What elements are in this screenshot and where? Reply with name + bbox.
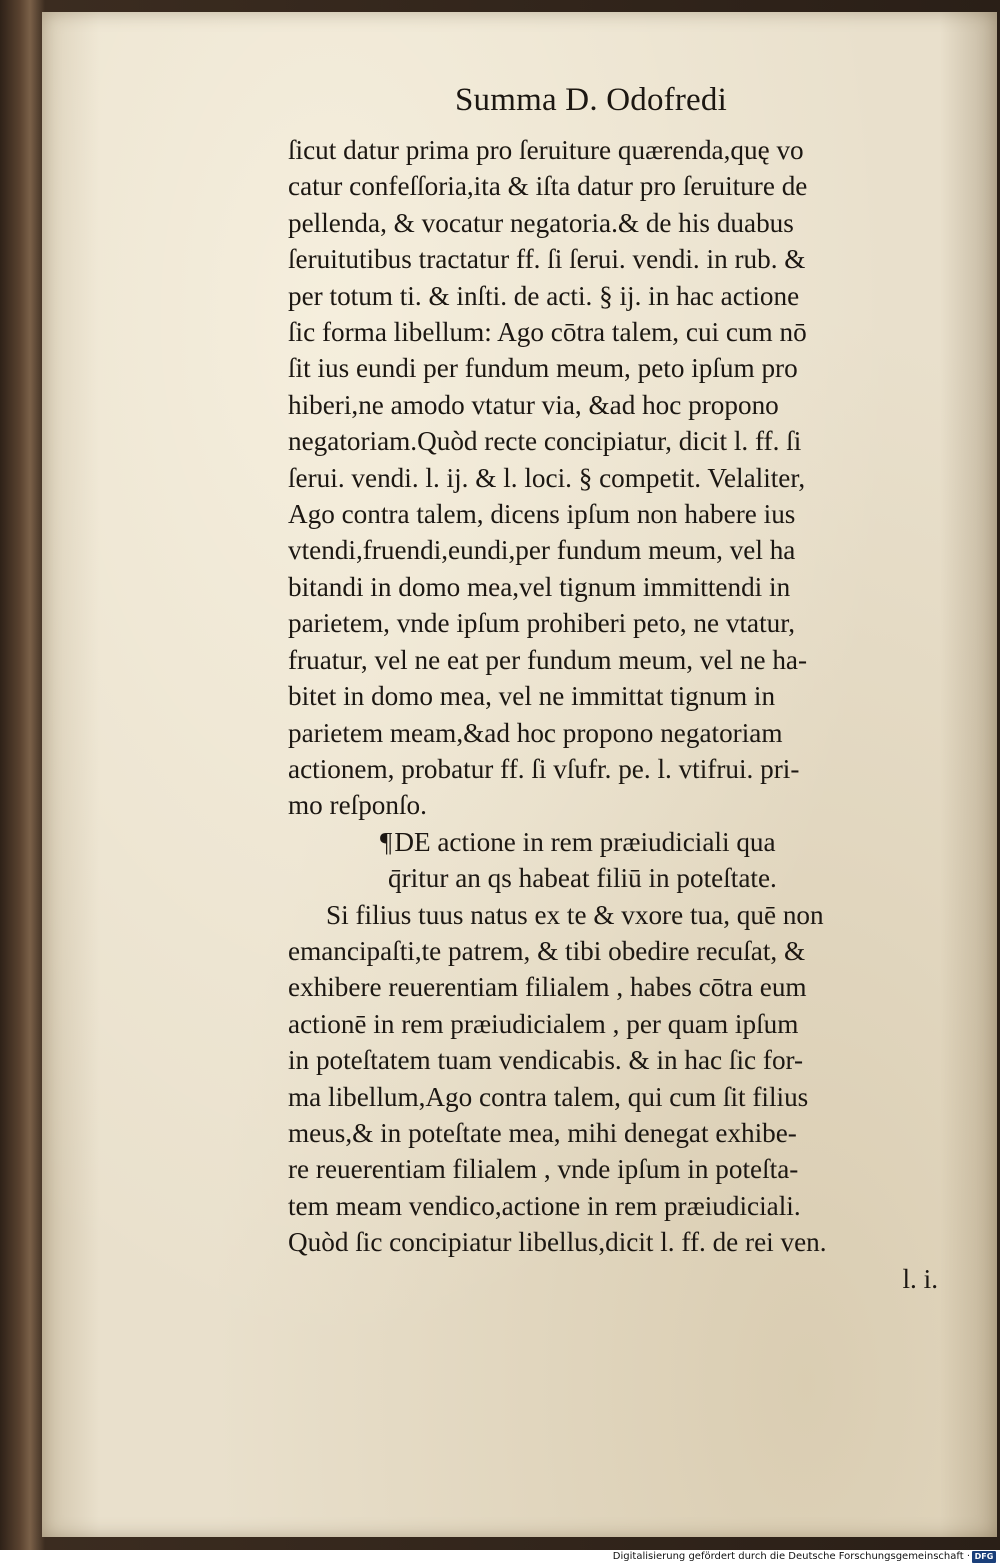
footer-credit: Digitalisierung gefördert durch die Deutsche Forschungsgemeinschaft · [612, 1551, 970, 1562]
text-line: tem meam vendico,actione in rem præiudiciali. [288, 1190, 801, 1221]
text-line: hiberi,ne amodo vtatur via, &ad hoc propono [288, 389, 779, 420]
text-line: Quòd ſic concipiatur libellus,dicit l. ff. de rei ven. [288, 1227, 827, 1258]
text-line: negatoriam.Quòd recte concipiatur, dicit l. ff. ſi [288, 426, 802, 457]
text-line: ſerui. vendi. l. ij. & l. loci. § competit. Velaliter, [288, 462, 806, 493]
text-line: re reuerentiam filialem , vnde ipſum in poteſta- [288, 1154, 799, 1185]
running-head: Summa D. Odofredi [455, 82, 727, 118]
text-line: parietem meam,&ad hoc propono negatoriam [288, 717, 783, 748]
text-line: ſicut datur prima pro ſeruiture quærenda,quę vo [288, 135, 804, 165]
text-line: ſeruitutibus tractatur ff. ſi ſerui. vendi. in rub. & [288, 244, 806, 275]
text-line: bitet in domo mea, vel ne immittat tignum in [288, 681, 776, 712]
text-line: exhibere reuerentiam filialem , habes cōtra eum [288, 972, 807, 1003]
dfg-logo: DFG [972, 1551, 996, 1563]
text-line: pellenda, & vocatur negatoria.& de his duabus [288, 207, 794, 238]
digitization-footer [0, 1550, 1000, 1564]
text-line: fruatur, vel ne eat per fundum meum, vel ne ha- [288, 644, 808, 675]
text-line: mo reſponſo. [288, 790, 427, 821]
text-line: vtendi,fruendi,eundi,per fundum meum, vel ha [288, 535, 796, 566]
text-line: Si filius tuus natus ex te & vxore tua, quē non [326, 899, 824, 930]
text-line: ma libellum,Ago contra talem, qui cum ſit filius [288, 1081, 809, 1112]
text-line: actionē in rem præiudicialem , per quam ipſum [288, 1008, 799, 1039]
text-line: ſit ius eundi per fundum meum, peto ipſum pro [288, 353, 798, 384]
section-heading-line-2: q̄ritur an qs habeat filiū in poteſtate. [388, 863, 777, 894]
text-line: bitandi in domo mea,vel tignum immittendi in [288, 571, 791, 602]
pilcrow-icon: ¶ [380, 826, 393, 857]
text-line: emancipaſti,te patrem, & tibi obedire recuſat, & [288, 935, 806, 966]
section-heading-line-1 [288, 824, 938, 860]
text-line: ſic forma libellum: Ago cōtra talem, cui cum nō [288, 317, 807, 348]
text-line: catur confeſſoria,ita & iſta datur pro ſeruiture de [288, 171, 808, 202]
text-line: parietem, vnde ipſum prohiberi peto, ne vtatur, [288, 608, 796, 639]
text-line: meus,& in poteſtate mea, mihi denegat exhibe- [288, 1117, 797, 1148]
text-line: in poteſtatem tuam vendicabis. & in hac ſic for- [288, 1045, 804, 1076]
text-line: per totum ti. & inſti. de acti. § ij. in hac actione [288, 280, 800, 311]
paragraph-praeiudicialis [288, 897, 938, 1261]
section-heading-text: DE actione in rem præiudiciali qua [394, 826, 776, 857]
text-block [288, 132, 938, 1297]
text-line: actionem, probatur ff. ſi vſufr. pe. l. vtifrui. pri- [288, 753, 800, 784]
catchword: l. i. [902, 1263, 938, 1294]
text-line: Ago contra talem, dicens ipſum non habere ius [288, 499, 796, 530]
paragraph-negatoria [288, 132, 938, 824]
